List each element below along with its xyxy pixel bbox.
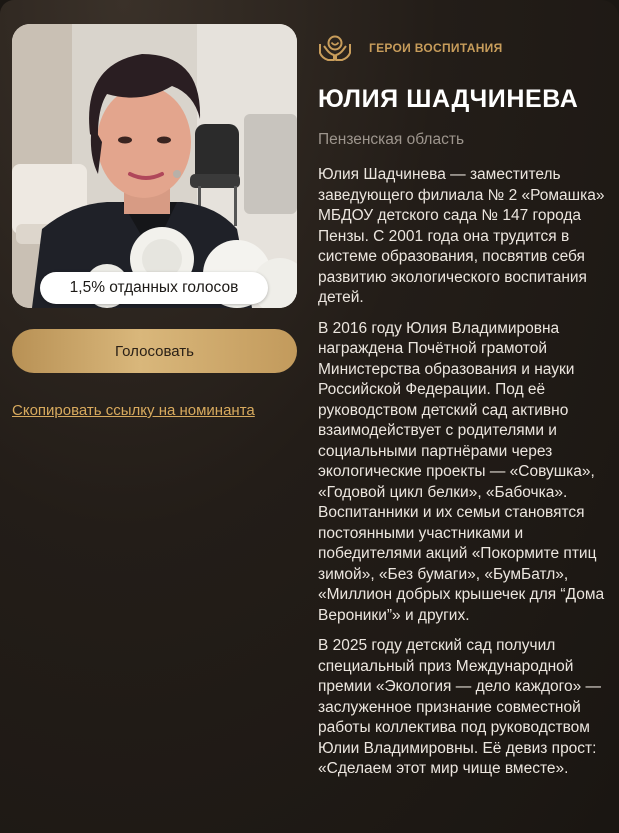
nominee-name: ЮЛИЯ ШАДЧИНЕВА: [318, 85, 579, 113]
hands-heart-icon: [318, 34, 352, 62]
vote-button[interactable]: Голосовать: [12, 329, 297, 373]
bio-paragraph-3: В 2025 году детский сад получил специальный приз Международной премии «Экология — дело каждого» — заслуженное признание совместной работы коллектива под руководством Юлии Владимировны. Её девиз прост: «Сделаем этот мир чище вместе».: [318, 637, 601, 777]
nominee-photo: [12, 24, 297, 308]
portrait-illustration: [12, 24, 297, 308]
copy-nominee-link[interactable]: Скопировать ссылку на номинанта: [12, 402, 255, 419]
votes-percentage-badge: 1,5% отданных голосов: [40, 272, 268, 304]
category-label: ГЕРОИ ВОСПИТАНИЯ: [369, 41, 503, 55]
bio-paragraph-2: В 2016 году Юлия Владимировна награждена Почётной грамотой Министерства образования и науки Российской Федерации. Под её руководством детский сад активно взаимодействует с родителями и социальными партнёрами через экологические проекты — «Совушка», «Годовой цикл белки», «Бабочка». Воспитанники и их семьи становятся постоянными участниками и победителями акций «Покормите птиц зимой», «Без бумаги», «БумБатл», «Миллион добрых крышечек для “Дома Вероники”» и других.: [318, 319, 605, 624]
nominee-region: Пензенская область: [318, 131, 465, 148]
bio-paragraph-1: Юлия Шадчинева — заместитель заведующего филиала № 2 «Ромашка» МБДОУ детского сада № 147 города Пензы. С 2001 года она трудится в системе образования, посвятив себя развитию экологического воспитания детей.: [318, 166, 605, 306]
right-column: [318, 34, 610, 780]
left-column: [12, 24, 297, 419]
category-tag: [318, 34, 610, 62]
